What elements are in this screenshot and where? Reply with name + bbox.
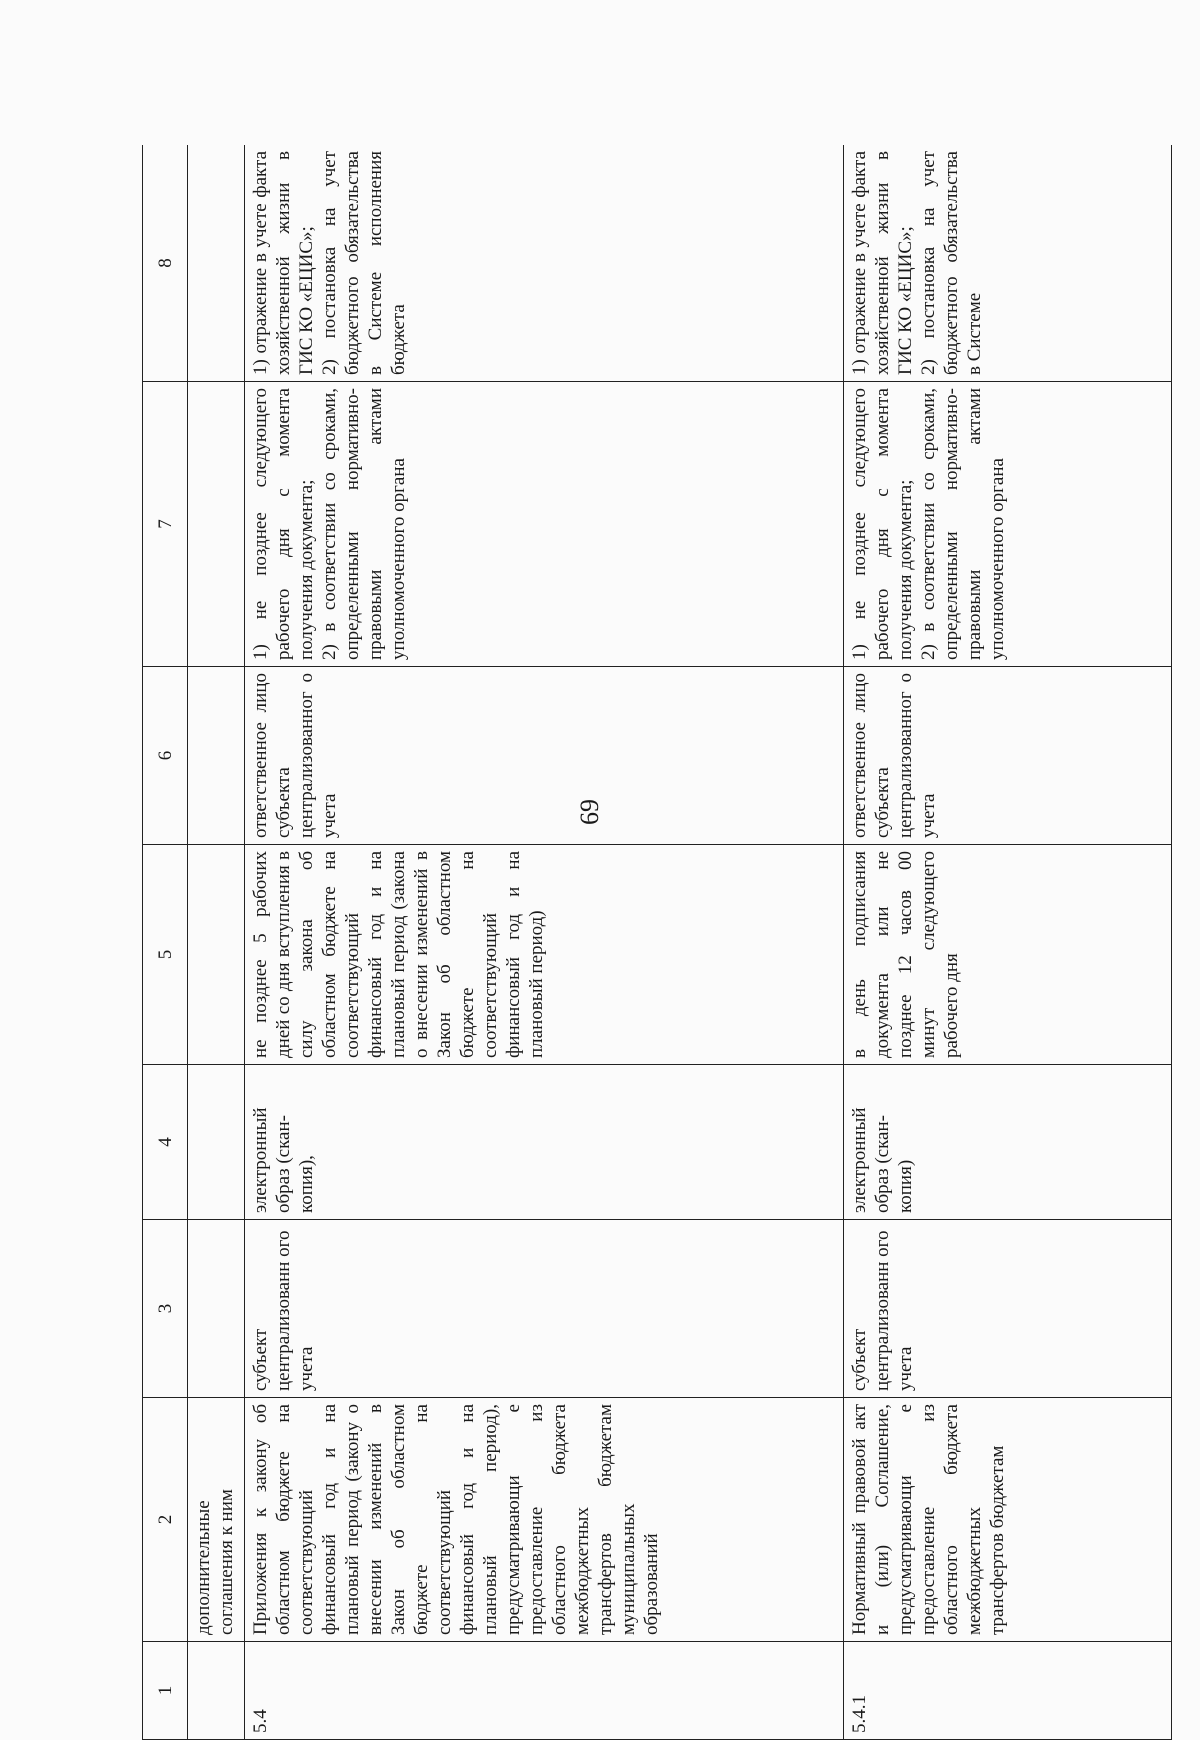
cont-cell-7 bbox=[188, 382, 245, 667]
cont-cell-1 bbox=[188, 1642, 245, 1740]
header-col-3: 3 bbox=[143, 1220, 188, 1398]
cont-cell-3 bbox=[188, 1220, 245, 1398]
responsible-person: ответственное лицо субъекта централизованног о учета bbox=[844, 667, 1172, 845]
header-col-4: 4 bbox=[143, 1065, 188, 1220]
header-col-6: 6 bbox=[143, 667, 188, 845]
document-name: Приложения к закону об областном бюджете на соответствующий финансовый год и на плановый период (закону о внесении изменений в Закон об областном бюджете на соответствующий финансовый год и на плановый период), предусматривающи е предоставление из областного бюджета межбюджетных трансфертов бюджетам муниципальных образований bbox=[245, 1398, 844, 1642]
accounting-documents-table bbox=[142, 145, 1172, 1740]
processing-purpose: 1) отражение в учете факта хозяйственной жизни в ГИС КО «ЕЦИС»; 2) постановка на учет бюджетного обязательства в Системе исполнения бюджета bbox=[245, 145, 844, 382]
continuation-row bbox=[188, 145, 245, 1740]
table-row bbox=[844, 145, 1172, 1740]
row-number: 5.4 bbox=[245, 1642, 844, 1740]
header-col-1: 1 bbox=[143, 1642, 188, 1740]
header-row bbox=[143, 145, 188, 1740]
document-name: Нормативный правовой акт и (или) Соглашение, предусматривающи е предоставление из областного бюджета межбюджетных трансфертов бюджетам bbox=[844, 1398, 1172, 1642]
page-number: 69 bbox=[575, 799, 604, 825]
document-creator: субъект централизованн ого учета bbox=[844, 1220, 1172, 1398]
processing-purpose: 1) отражение в учете факта хозяйственной жизни в ГИС КО «ЕЦИС»; 2) постановка на учет бюджетного обязательства в Системе bbox=[844, 145, 1172, 382]
header-col-7: 7 bbox=[143, 382, 188, 667]
document-form: электронный образ (скан-копия), bbox=[245, 1065, 844, 1220]
submission-deadline: в день подписания документа или не позднее 12 часов 00 минут следующего рабочего дня bbox=[844, 845, 1172, 1065]
header-col-8: 8 bbox=[143, 145, 188, 382]
row-number: 5.4.1 bbox=[844, 1642, 1172, 1740]
cont-cell-2: дополнительные соглашения к ним bbox=[188, 1398, 245, 1642]
processing-timing: 1) не позднее следующего рабочего дня с момента получения документа; 2) в соответствии со сроками, определенными нормативно-правовыми актами уполномоченного органа bbox=[245, 382, 844, 667]
cont-cell-8 bbox=[188, 145, 245, 382]
header-col-2: 2 bbox=[143, 1398, 188, 1642]
processing-timing: 1) не позднее следующего рабочего дня с момента получения документа; 2) в соответствии со сроками, определенными нормативно-правовыми актами уполномоченного органа bbox=[844, 382, 1172, 667]
document-creator: субъект централизованн ого учета bbox=[245, 1220, 844, 1398]
header-col-5: 5 bbox=[143, 845, 188, 1065]
submission-deadline: не позднее 5 рабочих дней со дня вступления в силу закона об областном бюджете на соответствующий финансовый год и на плановый период (закона о внесении изменений в Закон об областном бюджете на соответствующий финансовый год и на плановый период) bbox=[245, 845, 844, 1065]
cont-cell-4 bbox=[188, 1065, 245, 1220]
document-table-area bbox=[142, 145, 1172, 1740]
table-row bbox=[245, 145, 844, 1740]
cont-cell-5 bbox=[188, 845, 245, 1065]
responsible-person: ответственное лицо субъекта централизованног о учета bbox=[245, 667, 844, 845]
document-form: электронный образ (скан-копия) bbox=[844, 1065, 1172, 1220]
cont-cell-6 bbox=[188, 667, 245, 845]
